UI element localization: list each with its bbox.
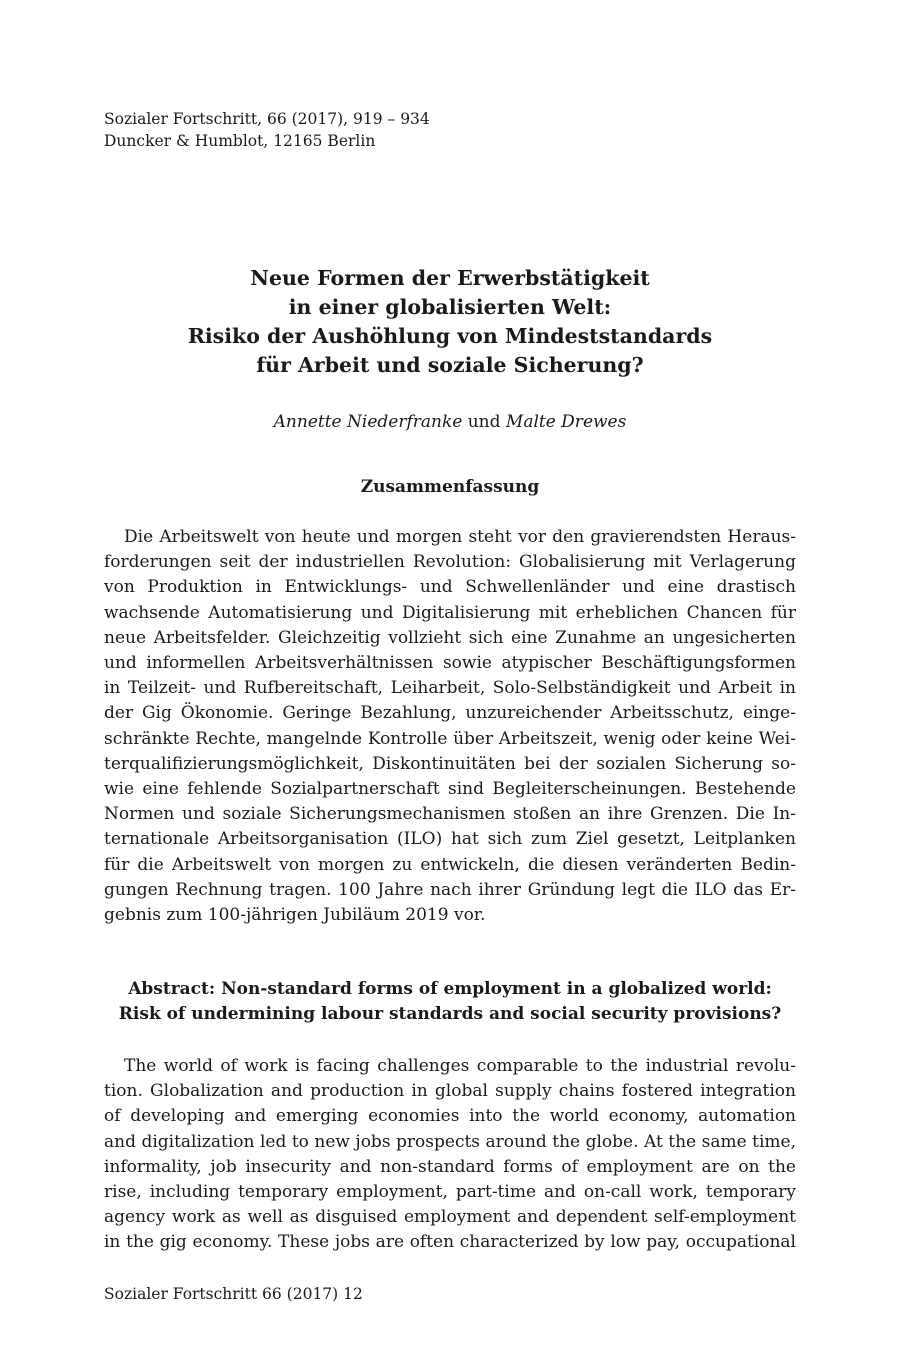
paragraph-line: Die Arbeitswelt von heute und morgen steht vor den gravierendsten Heraus- <box>124 527 796 547</box>
paragraph-line: neue Arbeitsfelder. Gleichzeitig vollzieht sich eine Zunahme an ungesicherten <box>104 627 796 648</box>
paragraph-line: The world of work is facing challenges comparable to the industrial revolu- <box>124 1056 796 1076</box>
zusammenfassung-paragraph <box>104 525 796 928</box>
abstract-heading-line: Abstract: Non-standard forms of employment in a globalized world: <box>128 979 772 999</box>
author-name: Annette Niederfranke <box>273 412 463 432</box>
paragraph-line: von Produktion in Entwicklungs- und Schwellenländer und eine drastisch <box>104 577 796 598</box>
journal-header <box>104 108 430 152</box>
abstract-paragraph <box>104 1054 796 1256</box>
paragraph-line: ternationale Arbeitsorganisation (ILO) hat sich zum Ziel gesetzt, Leitplanken <box>104 829 796 850</box>
author-connector: und <box>467 412 501 432</box>
author-line <box>104 410 796 434</box>
paragraph-line: in the gig economy. These jobs are often characterized by low pay, occupational <box>104 1232 796 1253</box>
paragraph-line: tion. Globalization and production in global supply chains fostered integration <box>104 1081 796 1102</box>
paragraph-line: of developing and emerging economies into the world economy, automation <box>104 1106 796 1127</box>
paragraph-line: und informellen Arbeitsverhältnissen sowie atypischer Beschäftigungsformen <box>104 653 796 674</box>
paragraph-line: terqualifizierungsmöglichkeit, Diskontinuitäten bei der sozialen Sicherung so- <box>104 753 796 774</box>
journal-citation: Sozialer Fortschritt, 66 (2017), 919 – 934 <box>104 110 430 128</box>
paragraph-line: schränkte Rechte, mangelnde Kontrolle über Arbeitszeit, wenig oder keine Wei- <box>104 728 796 749</box>
paragraph-line: der Gig Ökonomie. Geringe Bezahlung, unzureichender Arbeitsschutz, einge- <box>104 703 796 724</box>
paragraph-line: wie eine fehlende Sozialpartnerschaft sind Begleiterscheinungen. Bestehende <box>104 779 796 800</box>
paragraph-line: agency work as well as disguised employment and dependent self-employment <box>104 1207 796 1228</box>
paragraph-line: wachsende Automatisierung und Digitalisierung mit erheblichen Chancen für <box>104 602 796 623</box>
paragraph-line: informality, job insecurity and non-standard forms of employment are on the <box>104 1156 796 1177</box>
title-line: Risiko der Aushöhlung von Mindeststandards <box>187 324 713 348</box>
paragraph-line: and digitalization led to new jobs prospects around the globe. At the same time, <box>104 1131 796 1152</box>
paragraph-line: in Teilzeit- und Rufbereitschaft, Leiharbeit, Solo-Selbständigkeit und Arbeit in <box>104 678 796 699</box>
paragraph-line: forderungen seit der industriellen Revolution: Globalisierung mit Verlagerung <box>104 552 796 573</box>
title-line: Neue Formen der Erwerbstätigkeit <box>250 266 650 290</box>
paragraph-line: rise, including temporary employment, part-time and on-call work, temporary <box>104 1182 796 1203</box>
zusammenfassung-heading: Zusammenfassung <box>360 477 540 497</box>
paragraph-line: Normen und soziale Sicherungsmechanismen stoßen an ihre Grenzen. Die In- <box>104 804 796 825</box>
article-title <box>104 264 796 380</box>
paragraph-line: gungen Rechnung tragen. 100 Jahre nach ihrer Gründung legt die ILO das Er- <box>104 879 796 900</box>
title-line: in einer globalisierten Welt: <box>288 295 612 319</box>
abstract-heading-line: Risk of undermining labour standards and social security provisions? <box>118 1003 782 1024</box>
author-name: Malte Drewes <box>505 412 627 432</box>
page-footer: Sozialer Fortschritt 66 (2017) 12 <box>104 1285 363 1303</box>
paragraph-line: für die Arbeitswelt von morgen zu entwickeln, die diesen veränderten Bedin- <box>104 854 796 875</box>
publisher-line: Duncker & Humblot, 12165 Berlin <box>104 132 376 150</box>
abstract-heading <box>104 977 796 1026</box>
paragraph-line: gebnis zum 100-jährigen Jubiläum 2019 vor. <box>104 905 486 926</box>
title-line: für Arbeit und soziale Sicherung? <box>256 353 644 377</box>
